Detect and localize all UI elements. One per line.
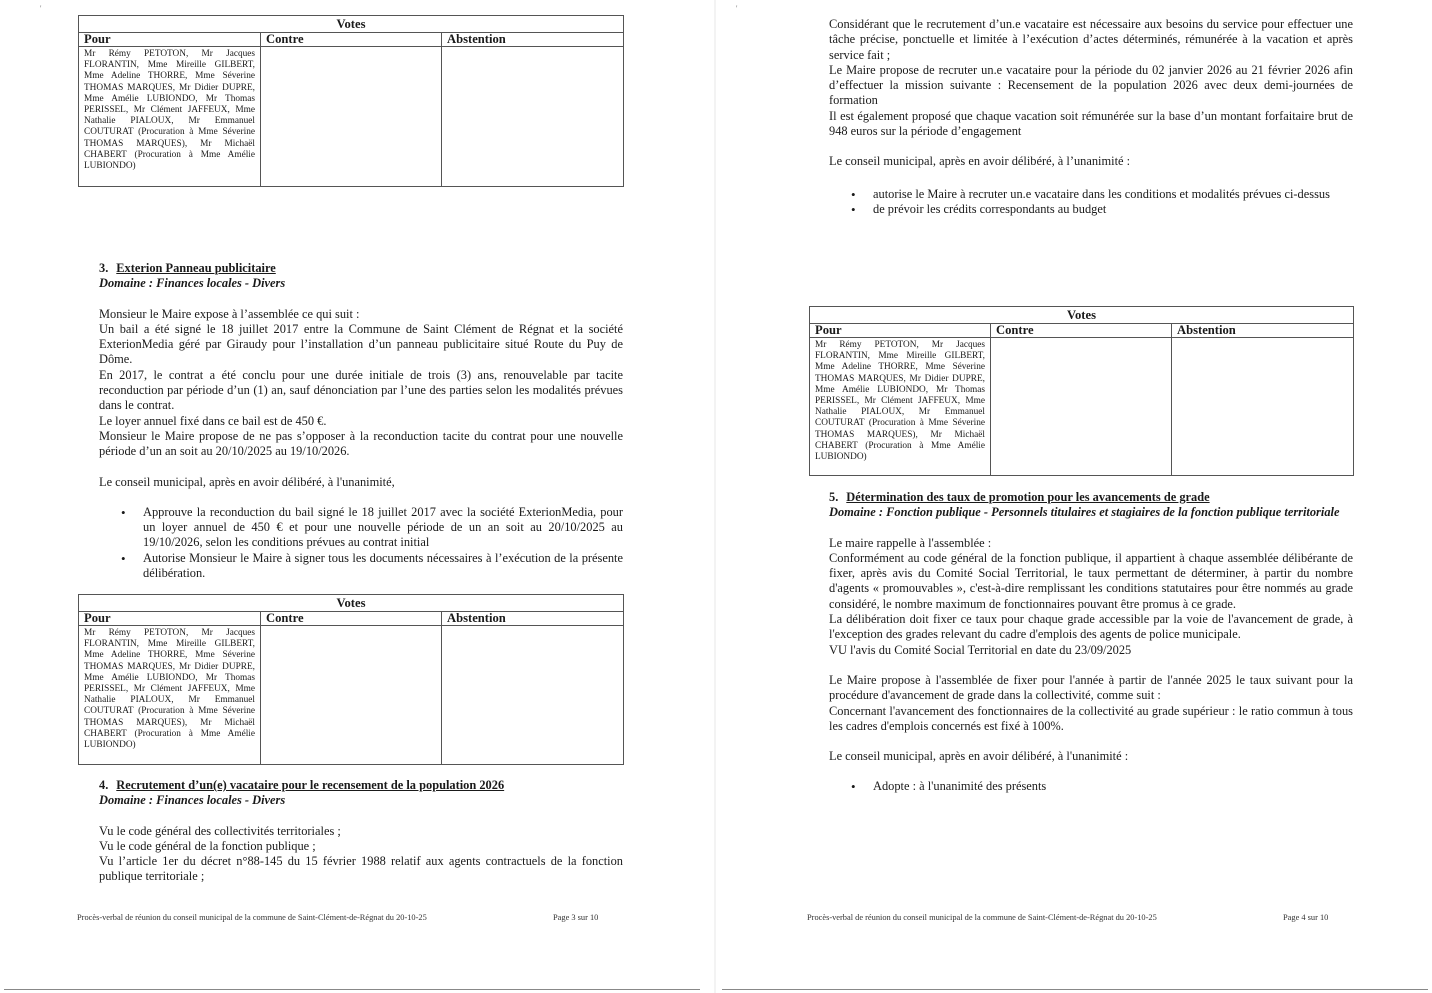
section-heading: 5. Détermination des taux de promotion pour les avancements de grade bbox=[829, 490, 1210, 504]
paragraph: Considérant que le recrutement d’un.e vacataire est nécessaire aux besoins du service pour effectuer une tâche précise, ponctuelle et limitée à l’exécution d’actes déterminés, rémunérée à la vacation et après service fait ; bbox=[829, 17, 1353, 62]
paragraph: Le loyer annuel fixé dans ce bail est de 450 €. bbox=[99, 413, 327, 428]
votes-pour-names: Mr Rémy PETOTON, Mr Jacques FLORANTIN, Mme Mireille GILBERT, Mme Adeline THORRE, Mme Séverine THOMAS MARQUES, Mr Didier DUPRE, Mme Amélie LUBIONDO, Mr Thomas PERISSEL, Mr Clément JAFFEUX, Mme Nathalie PIALOUX, Mr Emmanuel COUTURAT (Procuration à Mme Séverine THOMAS MARQUES), Mr Michaël CHABERT (Procuration à Mme Amélie LUBIONDO) bbox=[79, 47, 261, 187]
votes-pour-names: Mr Rémy PETOTON, Mr Jacques FLORANTIN, Mme Mireille GILBERT, Mme Adeline THORRE, Mme Séverine THOMAS MARQUES, Mr Didier DUPRE, Mme Amélie LUBIONDO, Mr Thomas PERISSEL, Mr Clément JAFFEUX, Mme Nathalie PIALOUX, Mr Emmanuel COUTURAT (Procuration à Mme Séverine THOMAS MARQUES), Mr Michaël CHABERT (Procuration à Mme Amélie LUBIONDO) bbox=[79, 626, 261, 765]
votes-col-abstention: Abstention bbox=[1172, 324, 1354, 338]
votes-col-pour: Pour bbox=[810, 324, 991, 338]
section-title: Exterion Panneau publicitaire bbox=[116, 261, 276, 275]
page-edge bbox=[722, 989, 1428, 990]
votes-pour-names: Mr Rémy PETOTON, Mr Jacques FLORANTIN, Mme Mireille GILBERT, Mme Adeline THORRE, Mme Séverine THOMAS MARQUES, Mr Didier DUPRE, Mme Amélie LUBIONDO, Mr Thomas PERISSEL, Mr Clément JAFFEUX, Mme Nathalie PIALOUX, Mr Emmanuel COUTURAT (Procuration à Mme Séverine THOMAS MARQUES), Mr Michaël CHABERT (Procuration à Mme Amélie LUBIONDO) bbox=[810, 338, 991, 476]
paragraph: Il est également proposé que chaque vacation soit rémunérée sur la base d’un montant forfaitaire brut de 948 euros sur la période d’engagement bbox=[829, 108, 1353, 139]
decision-list bbox=[829, 779, 1353, 794]
list-item: • Autorise Monsieur le Maire à signer tous les documents nécessaires à l’exécution de la présente délibération. bbox=[99, 551, 623, 582]
section-domain: Domaine : Fonction publique - Personnels titulaires et stagiaires de la fonction publique territoriale bbox=[829, 505, 1340, 520]
decision-list bbox=[99, 505, 623, 581]
footer-text: Procès-verbal de réunion du conseil municipal de la commune de Saint-Clément-de-Régnat du 20-10-25 bbox=[807, 913, 1157, 922]
list-item: • Approuve la reconduction du bail signé le 18 juillet 2017 avec la société ExterionMedia, pour un loyer annuel de 450 € et pour une nouvelle période de un an soit au 20/10/2025 au 19/10/2026, selon les conditions prévues au contrat initial bbox=[99, 505, 623, 551]
section-3 bbox=[99, 261, 623, 581]
paragraph: En 2017, le contrat a été conclu pour une durée initiale de trois (3) ans, renouvelable par tacite reconduction par période d’un (1) an, sauf dénonciation par l’une des parties selon les modalités prévues dans le contrat. bbox=[99, 367, 623, 413]
paragraph: Vu l’article 1er du décret n°88-145 du 15 février 1988 relatif aux agents contractuels de la fonction publique territoriale ; bbox=[99, 854, 623, 884]
paragraph: Le Maire propose de recruter un.e vacataire pour la période du 02 janvier 2026 au 21 février 2026 afin d’effectuer la mission suivante : Recensement de la population 2026 avec deux demi-journées de formation bbox=[829, 62, 1353, 108]
paragraph: Vu le code général de la fonction publique ; bbox=[99, 838, 316, 853]
votes-abstention-cell bbox=[442, 47, 624, 187]
section-heading: 3. Exterion Panneau publicitaire bbox=[99, 261, 276, 275]
votes-col-contre: Contre bbox=[261, 612, 442, 626]
votes-col-pour: Pour bbox=[79, 612, 261, 626]
section-domain: Domaine : Finances locales - Divers bbox=[99, 276, 286, 291]
paragraph: Vu le code général des collectivités territoriales ; bbox=[99, 823, 341, 838]
votes-title: Votes bbox=[79, 595, 624, 612]
votes-col-contre: Contre bbox=[991, 324, 1172, 338]
votes-col-contre: Contre bbox=[261, 33, 442, 47]
paragraph: La délibération doit fixer ce taux pour chaque grade accessible par la voie de l'avancement de grade, à l'exception des grades relevant du cadre d'emplois des agents de police municipale. bbox=[829, 612, 1353, 642]
deliberation-text: Le conseil municipal, après en avoir délibéré, à l'unanimité : bbox=[829, 749, 1129, 764]
votes-title: Votes bbox=[79, 16, 624, 33]
section-4-continued bbox=[829, 17, 1353, 217]
section-5 bbox=[829, 490, 1353, 795]
votes-contre-cell bbox=[261, 626, 442, 765]
list-item: • autorise le Maire à recruter un.e vacataire dans les conditions et modalités prévues ci-dessus bbox=[829, 187, 1353, 202]
paragraph: Le Maire propose à l'assemblée de fixer pour l'année à partir de l'année 2025 le taux suivant pour la procédure d'avancement de grade dans la collectivité, comme suit : bbox=[829, 672, 1353, 703]
paragraph: Concernant l'avancement des fonctionnaires de la collectivité au grade supérieur : le ratio commun à tous les cadres d'emplois concernés est fixé à 100%. bbox=[829, 703, 1353, 733]
scan-mark: ' bbox=[40, 4, 42, 13]
votes-table bbox=[809, 306, 1354, 476]
votes-col-abstention: Abstention bbox=[442, 612, 624, 626]
votes-table bbox=[78, 15, 624, 187]
paragraph: Un bail a été signé le 18 juillet 2017 entre la Commune de Saint Clément de Régnat et la société ExterionMedia géré par Giraudy pour l’installation d’un panneau publicitaire situé Route du Puy de Dôme. bbox=[99, 321, 623, 367]
section-domain: Domaine : Finances locales - Divers bbox=[99, 793, 286, 808]
page-number: Page 3 sur 10 bbox=[553, 913, 599, 922]
list-item: • Adopte : à l'unanimité des présents bbox=[829, 779, 1353, 794]
page-edge bbox=[4, 989, 700, 990]
footer-text: Procès-verbal de réunion du conseil municipal de la commune de Saint-Clément-de-Régnat du 20-10-25 bbox=[77, 913, 427, 922]
votes-title: Votes bbox=[810, 307, 1354, 324]
paragraph: VU l'avis du Comité Social Territorial en date du 23/09/2025 bbox=[829, 642, 1132, 657]
votes-contre-cell bbox=[261, 47, 442, 187]
deliberation-text: Le conseil municipal, après en avoir délibéré, à l'unanimité, bbox=[99, 474, 395, 489]
paragraph: Conformément au code général de la fonction publique, il appartient à chaque assemblée délibérante de fixer, après avis du Comité Social Territorial, le taux permettant de déterminer, à partir du nombre d'agents « promouvables », c'est-à-dire remplissant les conditions statutaires pour être nommés au grade considéré, le nombre maximum de fonctionnaires pouvant être promus à ce grade. bbox=[829, 550, 1353, 611]
votes-table bbox=[78, 594, 624, 765]
deliberation-text: Le conseil municipal, après en avoir délibéré, à l’unanimité : bbox=[829, 154, 1131, 169]
section-heading: 4. Recrutement d’un(e) vacataire pour le recensement de la population 2026 bbox=[99, 778, 505, 792]
votes-col-pour: Pour bbox=[79, 33, 261, 47]
paragraph: Monsieur le Maire expose à l’assemblée ce qui suit : bbox=[99, 306, 360, 321]
votes-abstention-cell bbox=[1172, 338, 1354, 476]
list-item: • de prévoir les crédits correspondants au budget bbox=[829, 202, 1353, 217]
votes-contre-cell bbox=[991, 338, 1172, 476]
scan-mark: ' bbox=[736, 4, 738, 13]
section-title: Détermination des taux de promotion pour les avancements de grade bbox=[846, 490, 1210, 504]
paragraph: Le maire rappelle à l'assemblée : bbox=[829, 535, 992, 550]
votes-abstention-cell bbox=[442, 626, 624, 765]
paragraph: Monsieur le Maire propose de ne pas s’opposer à la reconduction tacite du contrat pour une nouvelle période d’un an soit au 20/10/2025 au 19/10/2026. bbox=[99, 428, 623, 459]
section-title: Recrutement d’un(e) vacataire pour le recensement de la population 2026 bbox=[116, 778, 505, 792]
votes-col-abstention: Abstention bbox=[442, 33, 624, 47]
section-4 bbox=[99, 778, 623, 885]
decision-list bbox=[829, 185, 1353, 218]
document-page-right bbox=[716, 0, 1432, 993]
page-number: Page 4 sur 10 bbox=[1283, 913, 1329, 922]
